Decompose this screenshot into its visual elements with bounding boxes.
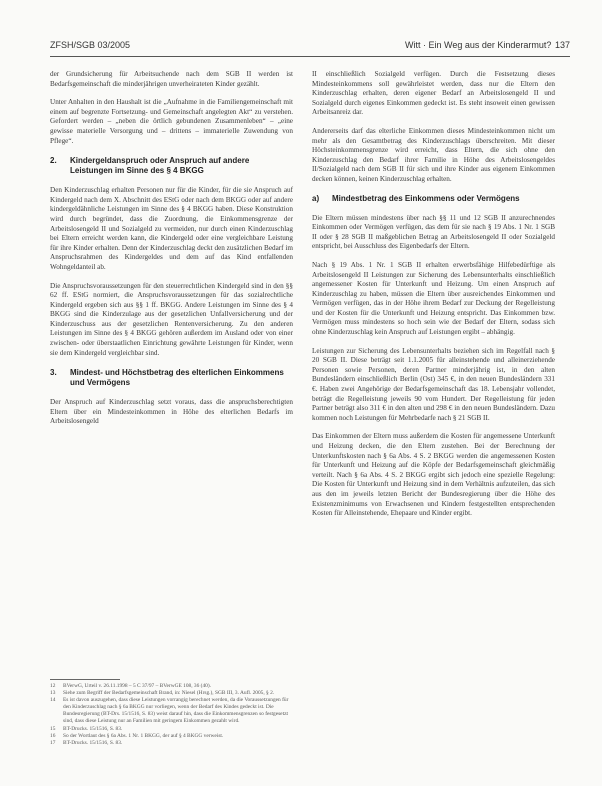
section-heading bbox=[50, 368, 293, 388]
footnote: 13 Siehe zum Begriff der Bedarfsgemeinschaft Brand, in: Niesel (Hrsg.), SGB III, 3. Aufl. 2005, § 2. bbox=[50, 690, 275, 697]
paragraph: Das Einkommen der Eltern muss außerdem die Kosten für angemessene Unterkunft und Heizung decken, die den Eltern zustehen. Bei der Berechnung der Unterkunftskosten nach § 6a Abs. 4 S. 2 BKGG werden die angemessenen Kosten für Unterkunft und Heizung auf die Köpfe der Bedarfsgemeinschaft gleichmäßig verteilt. Nach § 6a Abs. 4 S. 2 BKGG ergibt sich jedoch eine spezielle Regelung: Die Kosten für Unterkunft und Heizung sind in dem Verhältnis aufzuteilen, das sich aus den im jeweils letzten Bericht der Bundesregierung über die Höhe des Existenzminimums von Erwachsenen und Kindern festgestellten entsprechenden Kosten für Alleinstehende, Ehepaare und Kinder ergibt. bbox=[312, 432, 555, 518]
right-column bbox=[312, 70, 555, 528]
paragraph: Unter Anhalten in den Haushalt ist die „Aufnahme in die Familiengemeinschaft mit einem auf begrenzte Fortsetzung- und Gemeinschaft angelegten Akt“ zu verstehen. Gefordert werden – „neben die örtlich gebundenen Zusammenleben“ – „eine gewisse materielle Versorgung und – drittens – immaterielle Zuwendung von Pflege“. bbox=[50, 98, 293, 145]
paragraph: Der Anspruch auf Kinderzuschlag setzt voraus, dass die anspruchsberechtigten Eltern über ein Mindesteinkommen in Höhe des elterlichen Bedarfs im Arbeitslosengeld bbox=[50, 398, 293, 426]
subsection-heading bbox=[312, 194, 555, 204]
footnote: 12 BVerwG, Urteil v. 26.11.1998 – 5 C 37/97 – BVerwGE 108, 36 (40). bbox=[50, 683, 211, 689]
footnote: 17 BT-Drucks. 15/1516, S. 83. bbox=[50, 739, 123, 746]
paragraph: Den Kinderzuschlag erhalten Personen nur für die Kinder, für die sie Anspruch auf Kindergeld nach dem X. Abschnitt des EStG oder nach dem BKGG oder auf andere kindergeldähnliche Leistungen im Sinne des § 4 BKGG haben. Diese Konstruktion wird durch begründet, dass die Zuordnung, die Einkommensgrenze der Arbeitslosengeld II und Sozialgeld zu vermeiden, nur durch einen Kinderzuschlag bei Eltern erreicht werden kann, die Kindergeld oder eine vergleichbare Leistung für ihre Kinder erhalten. Denn der Kinderzuschlag deckt den zusätzlichen Bedarf im Anspruchsrahmen des Kindergeldes und dem auf das Kind entfallenden Wohngeldanteil ab. bbox=[50, 186, 293, 271]
section-title: Kindergeldanspruch oder Anspruch auf andere Leistungen im Sinne des § 4 BKGG bbox=[70, 156, 250, 176]
subsection-title: Mindestbetrag des Einkommens oder Vermögens bbox=[332, 193, 520, 203]
running-header bbox=[50, 40, 570, 54]
section-heading bbox=[50, 156, 293, 176]
footnote: 15 BT-Drucks. 15/1516, S. 83. bbox=[50, 725, 123, 732]
paragraph: II einschließlich Sozialgeld verfügen. Durch die Festsetzung dieses Mindesteinkommens soll gewährleistet werden, dass nur die Eltern den Kinderzuschlag erhalten, deren eigener Bedarf an Arbeitslosengeld II und Sozialgeld durch eigenes Einkommen gedeckt ist. Es steht insoweit einen gewissen Arbeitsanreiz dar. bbox=[312, 70, 555, 117]
paragraph: Andererseits darf das elterliche Einkommen dieses Mindesteinkommen nicht um mehr als den Gesamtbetrag des Kinderzuschlags überschreiten. Mit dieser Höchsteinkommensgrenze wird erreicht, dass Eltern, die sich ohne den Kinderzuschlag den Bedarf ihrer Familie in Höhe des Arbeitslosengeldes II/Sozialgeld nach dem SGB II für sich und ihre Kinder aus eigenem Einkommen decken können, keinen Kinderzuschlag erhalten. bbox=[312, 126, 555, 183]
header-rule bbox=[50, 56, 570, 57]
section-number: 3. bbox=[50, 368, 57, 378]
footnote: 16 So der Wortlaut des § 6a Abs. 1 Nr. 1 BKGG, der auf § 4 BKGG verweist. bbox=[50, 732, 224, 739]
paragraph: Die Anspruchsvoraussetzungen für den steuerrechtlichen Kindergeld sind in den §§ 62 ff. EStG normiert, die Anspruchsvoraussetzungen für das sozialrechtliche Kindergeld ergeben sich aus §§ 1 ff. BKGG. Andere Leistungen im Sinne des § 4 BKGG sind die Kinderzulage aus der gesetzlichen Unfallversicherung und der Kinderzuschuss aus der gesetzlichen Rentenversicherung. Zu den anderen Leistungen im Sinne des § 4 BKGG gehören außerdem im Ausland oder von einer zwischen- oder überstaatlichen Einrichtung gewährte Leistungen für Kinder, wenn sie dem Kindergeld vergleichbar sind. bbox=[50, 281, 293, 357]
footnote-rule bbox=[50, 679, 120, 680]
footnotes bbox=[50, 683, 293, 747]
section-title: Mindest- und Höchstbetrag des elterlichen Einkommens und Vermögens bbox=[70, 368, 284, 388]
paragraph: Leistungen zur Sicherung des Lebensunterhalts beziehen sich im Regelfall nach § 20 SGB II. Diese beträgt seit 1.1.2005 für alleinstehende und alleinerziehende Personen sowie Personen, deren Partner minderjährig ist, in den alten Bundesländern einschließlich Berlin (Ost) 345 €, in den neuen Bundesländern 331 €. Haben zwei Angehörige der Bedarfsgemeinschaft das 18. Lebensjahr vollendet, beträgt die Regelleistung jeweils 90 vom Hundert. Der Regelleistung für jeden Partner beträgt also 311 € in den alten und 298 € in den neuen Bundesländern. Dazu kommen noch Leistungen für Mehrbedarfe nach § 21 SGB II. bbox=[312, 346, 555, 422]
paragraph: Nach § 19 Abs. 1 Nr. 1 SGB II erhalten erwerbsfähige Hilfebedürftige als Arbeitslosengeld II Leistungen zur Sicherung des Lebensunterhalts einschließlich angemessener Kosten für Unterkunft und Heizung. Um einen Anspruch auf Kinderzuschlag zu haben, müssen die Eltern über ausreichendes Einkommen und Vermögen verfügen, das in der Höhe ihrem Bedarf zur Deckung der Regelleistung und der Kosten für die Unterkunft und Heizung entspricht. Das Einkommen bzw. Vermögen muss mindestens so hoch sein wie der Bedarf der Eltern, sodass sich ohne Kinderzuschlag kein Anspruch auf Leistungen ergibt – abhängig. bbox=[312, 260, 555, 337]
left-column bbox=[50, 70, 293, 436]
footnote: 14 Es ist davon auszugehen, dass diese Leistungen vorrangig berechnet werden, da die Voraussetzungen für den Kinderzuschlag nach § 6a BKGG nur vorliegen, wenn der Bedarf des Kindes gedeckt ist. Die Bundesregierung (BT-Drs. 15/1516, S. 83) weist darauf hin, dass die Einkommensgrenzen so festgesetzt sind, dass diese Leistung nur an Familien mit geringem Einkommen gezahlt wird. bbox=[50, 697, 289, 725]
section-number: 2. bbox=[50, 156, 57, 166]
journal-reference: ZFSH/SGB 03/2005 bbox=[50, 40, 131, 50]
paragraph: Die Eltern müssen mindestens über nach §§ 11 und 12 SGB II anzurechnendes Einkommen oder Vermögen verfügen, das dem für sie nach § 19 Abs. 1 Nr. 1 SGB II oder § 28 SGB II maßgeblichen Betrag an Arbeitslosengeld II oder Sozialgeld entspricht, bei Ausschluss des Eigenbedarfs der Eltern. bbox=[312, 213, 555, 251]
paragraph: der Grundsicherung für Arbeitsuchende nach dem SGB II werden ist Bedarfsgemeinschaft die minderjährigen unverheirateten Kinder gezählt. bbox=[50, 70, 293, 88]
page-number: 137 bbox=[554, 40, 570, 50]
running-title: Witt · Ein Weg aus der Kinderarmut? bbox=[405, 40, 552, 50]
subsection-number: a) bbox=[312, 193, 320, 203]
